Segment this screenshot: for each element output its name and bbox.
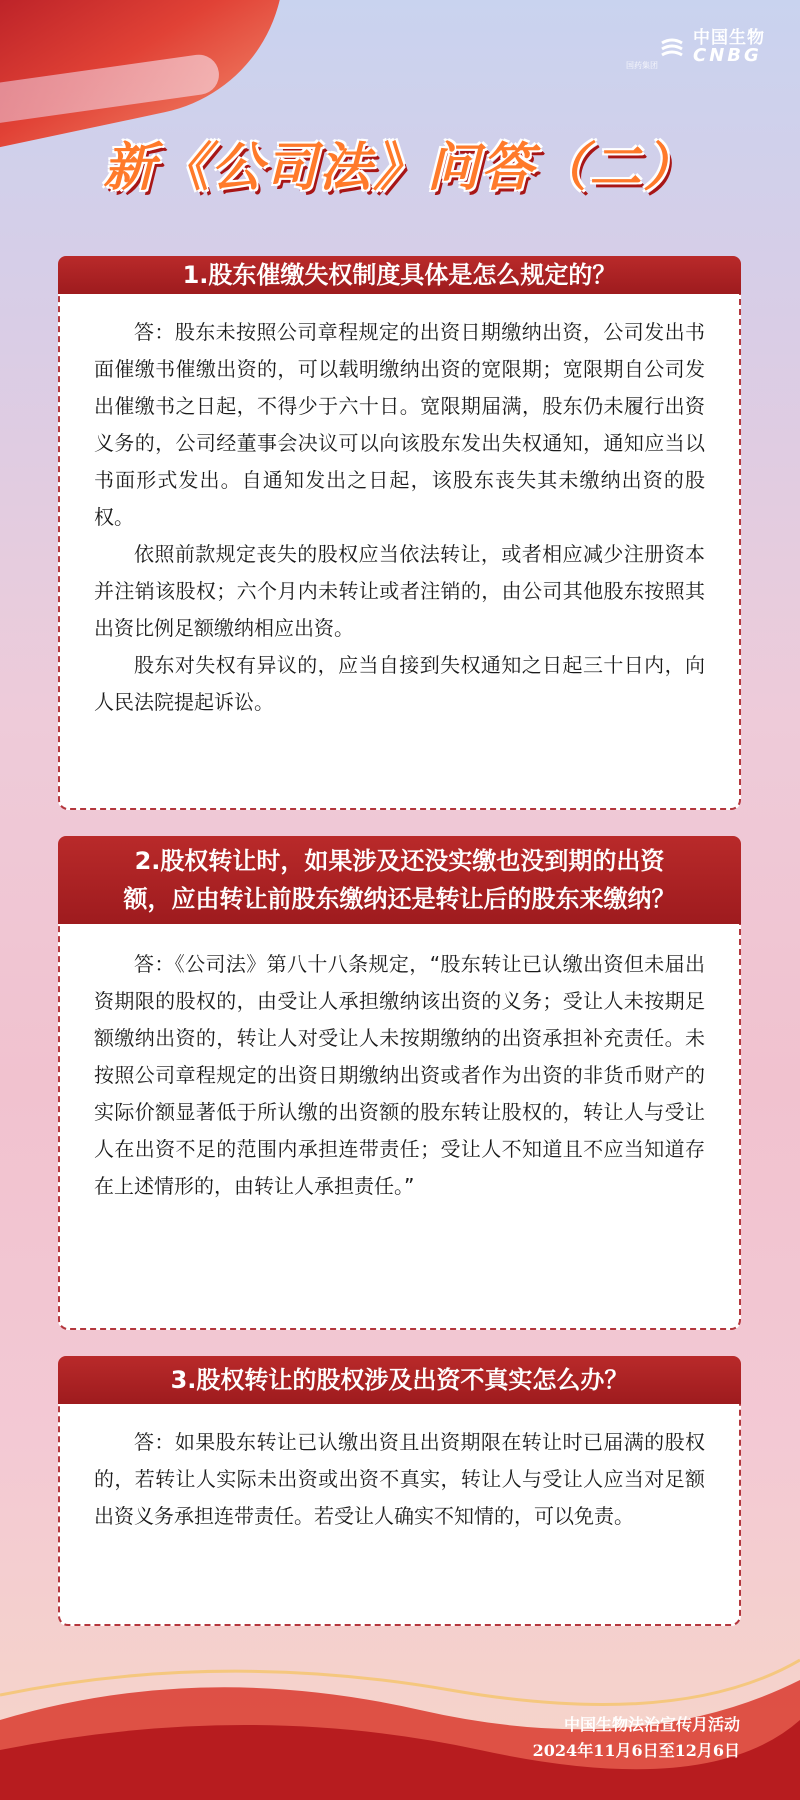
logo-english: CNBG — [693, 45, 762, 66]
page-title: 新《公司法》问答（二） — [102, 138, 697, 198]
answer-paragraph: 依照前款规定丧失的股权应当依法转让，或者相应减少注册资本并注销该股权；六个月内未转让或者注销的，由公司其他股东按照其出资比例足额缴纳相应出资。 — [94, 542, 705, 640]
cnbg-logo-icon — [659, 35, 685, 61]
answer-paragraph: 股东对失权有异议的，应当自接到失权通知之日起三十日内，向人民法院提起诉讼。 — [94, 653, 705, 714]
card-heading — [58, 836, 741, 924]
cnbg-logo — [659, 30, 765, 65]
bottom-wave-decoration — [0, 1600, 800, 1800]
qa-card-1 — [58, 256, 741, 810]
event-name: 中国生物法治宣传月活动 — [563, 1715, 740, 1734]
logo-subtext: 国药集团 — [626, 61, 658, 70]
event-dates: 2024年11月6日至12月6日 — [532, 1741, 740, 1760]
logo-chinese: 中国生物 — [693, 28, 765, 48]
card-heading: 1.股东催缴失权制度具体是怎么规定的？ — [58, 256, 741, 294]
card-heading: 3.股权转让的股权涉及出资不真实怎么办？ — [58, 1356, 741, 1404]
qa-card-3 — [58, 1356, 741, 1626]
qa-card-2 — [58, 836, 741, 1330]
card-heading-line: 额，应由转让前股东缴纳还是转让后的股东来缴纳？ — [123, 885, 676, 913]
card-heading-line: 2.股权转让时，如果涉及还没实缴也没到期的出资 — [134, 847, 665, 875]
answer-paragraph: 答：《公司法》第八十八条规定，“股东转让已认缴出资但未届出资期限的股权的，由受让人承担缴纳该出资的义务；受让人未按期足额缴纳出资的，转让人对受让人未按期缴纳的出资承担补充责任。未按照公司章程规定的出资日期缴纳出资或者作为出资的非货币财产的实际价额显著低于所认缴的出资额的股东转让股权的，转让人与受让人在出资不足的范围内承担连带责任；受让人不知道且不应当知道存在上述情形的，由转让人承担责任。” — [94, 952, 705, 1198]
answer-paragraph: 答：股东未按照公司章程规定的出资日期缴纳出资，公司发出书面催缴书催缴出资的，可以载明缴纳出资的宽限期；宽限期自公司发出催缴书之日起，不得少于六十日。宽限期届满，股东仍未履行出资义务的，公司经董事会决议可以向该股东发出失权通知，通知应当以书面形式发出。自通知发出之日起，该股东丧失其未缴纳出资的股权。 — [94, 320, 705, 529]
answer-paragraph: 答：如果股东转让已认缴出资且出资期限在转让时已届满的股权的，若转让人实际未出资或出资不真实，转让人与受让人应当对足额出资义务承担连带责任。若受让人确实不知情的，可以免责。 — [94, 1430, 705, 1528]
event-footer — [533, 1712, 740, 1764]
